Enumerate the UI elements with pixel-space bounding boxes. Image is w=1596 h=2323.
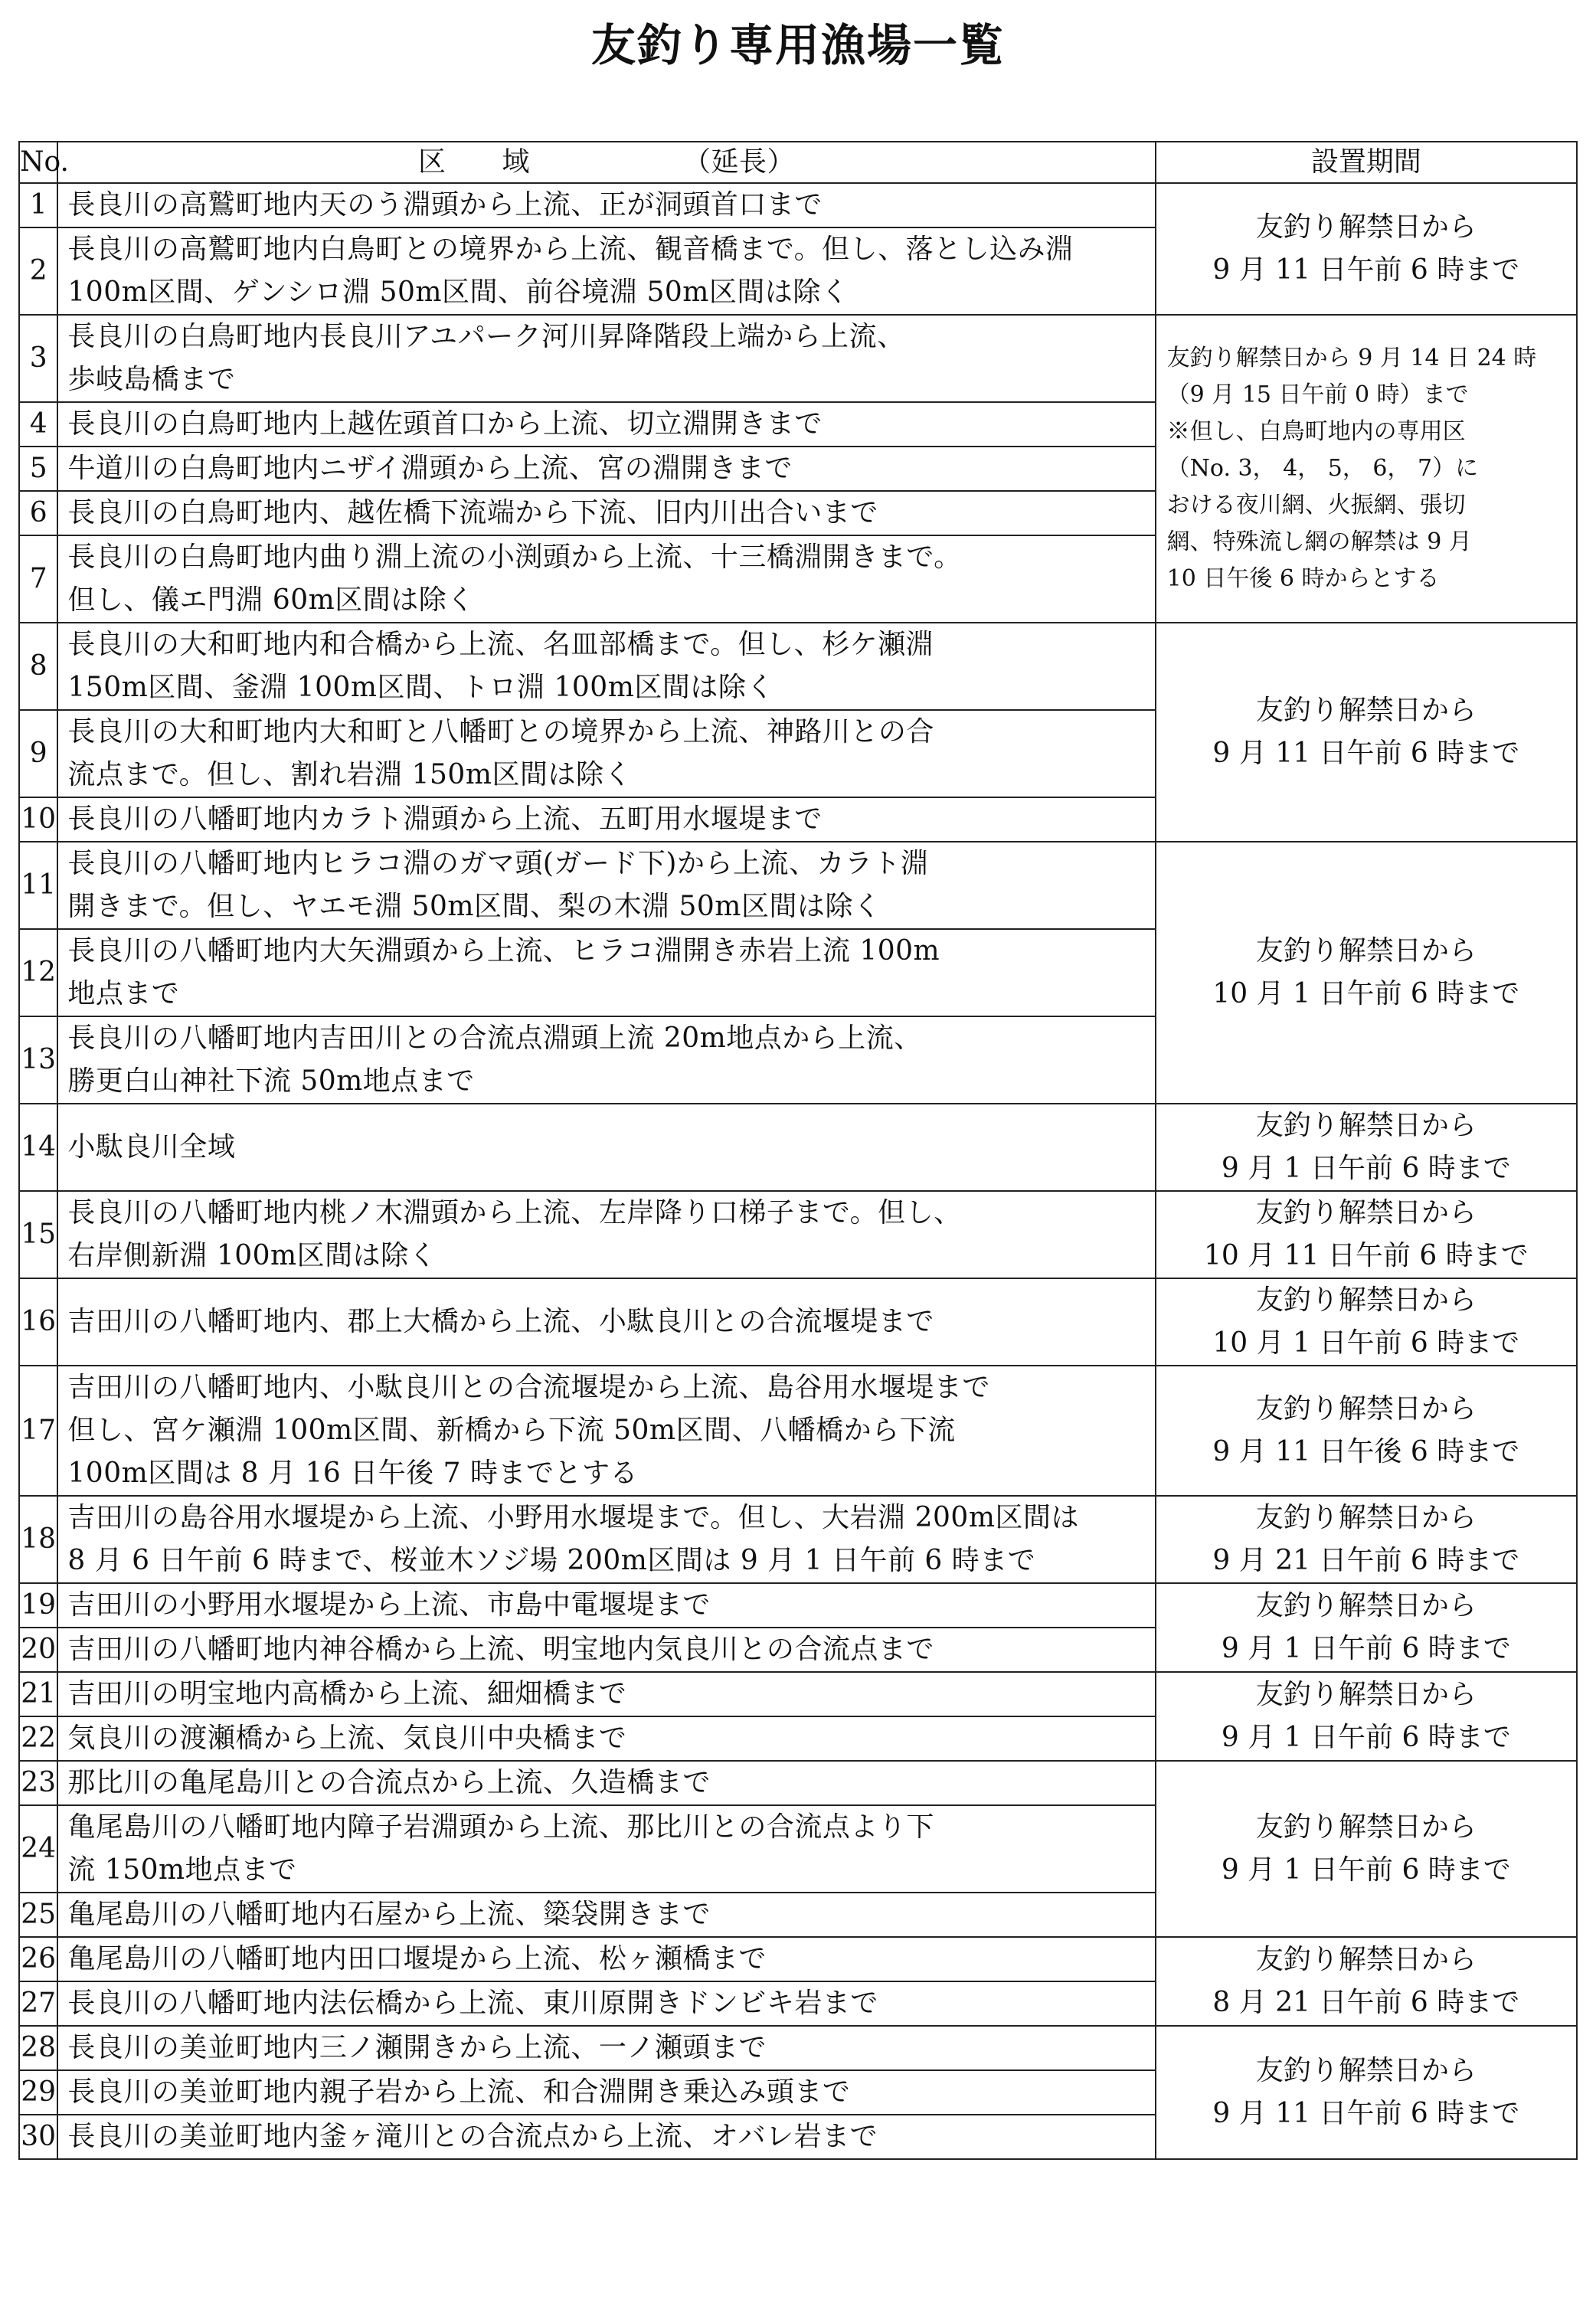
row-number: 6 [19,491,57,535]
area-text-line: 長良川の美並町地内釜ヶ滝川との合流点から上流、オバレ岩まで [67,2121,878,2152]
row-number: 12 [19,929,57,1016]
area-cell [57,315,1155,402]
row-number: 17 [19,1366,57,1496]
row-number: 24 [19,1805,57,1893]
area-text-line: 流 150m地点まで [67,1854,297,1886]
area-cell [57,1805,1155,1893]
area-text-line: 亀尾島川の八幡町地内田口堰堤から上流、松ヶ瀬橋まで [67,1943,767,1975]
period-text-line: ※但し、白鳥町地内の専用区 [1166,418,1466,445]
area-cell [57,227,1155,315]
row-number: 27 [19,1981,57,2026]
row-number: 26 [19,1937,57,1981]
area-text-line: 流点まで。但し、割れ岩淵 150m区間は除く [67,759,632,790]
header-length-label: （延長） [683,146,796,178]
period-text-line: 10 月 1 日午前 6 時まで [1212,1327,1520,1359]
area-cell [57,710,1155,797]
area-text-line: 長良川の美並町地内親子岩から上流、和合淵開き乗込み頭まで [67,2076,851,2108]
row-number: 21 [19,1672,57,1716]
area-text-line: 長良川の白鳥町地内曲り淵上流の小渕頭から上流、十三橋淵開きまで。 [67,541,962,573]
period-text-line: 友釣り解禁日から [1255,1944,1477,1975]
period-text-line: 9 月 21 日午前 6 時まで [1212,1545,1520,1576]
area-text-line: 歩岐島橋まで [67,364,236,395]
area-cell [57,2026,1155,2070]
area-cell [57,623,1155,710]
area-text-line: 長良川の八幡町地内法伝橋から上流、東川原開きドンビキ岩まで [67,1988,878,2019]
period-text-line: 友釣り解禁日から [1255,1679,1477,1710]
area-text-line: 100m区間、ゲンシロ淵 50m区間、前谷境淵 50m区間は除く [67,276,849,308]
area-cell [57,1278,1155,1366]
area-cell [57,1366,1155,1496]
area-text-line: 吉田川の島谷用水堰堤から上流、小野用水堰堤まで。但し、大岩淵 200m区間は [67,1502,1079,1533]
row-number: 11 [19,842,57,929]
area-text-line: 100m区間は 8 月 16 日午後 7 時までとする [67,1458,639,1489]
period-text-line: 9 月 11 日午前 6 時まで [1212,254,1520,286]
area-text-line: 長良川の美並町地内三ノ瀬開きから上流、一ノ瀬頭まで [67,2032,767,2063]
period-text-line: 友釣り解禁日から [1255,1590,1477,1621]
period-text-line: 10 日午後 6 時からとする [1166,565,1440,592]
area-cell [57,1937,1155,1981]
period-text-line: 友釣り解禁日から 9 月 14 日 24 時 [1166,345,1537,371]
area-text-line: 牛道川の白鳥町地内ニザイ淵頭から上流、宮の淵開きまで [67,453,793,484]
period-text-line: （No. 3， 4， 5， 6， 7）に [1166,455,1479,482]
area-text-line: 右岸側新淵 100m区間は除く [67,1240,437,1271]
table-row [19,1366,1577,1496]
period-cell [1156,2026,1577,2159]
row-number: 30 [19,2115,57,2159]
row-number: 3 [19,315,57,402]
row-number: 8 [19,623,57,710]
area-text-line: 長良川の白鳥町地内、越佐橋下流端から下流、旧内川出合いまで [67,497,878,528]
area-text-line: 亀尾島川の八幡町地内障子岩淵頭から上流、那比川との合流点より下 [67,1811,934,1843]
area-text-line: 長良川の大和町地内大和町と八幡町との境界から上流、神路川との合 [67,716,934,748]
period-text-line: 10 月 1 日午前 6 時まで [1212,978,1520,1009]
row-number: 18 [19,1496,57,1583]
period-text-line: （9 月 15 日午前 0 時）まで [1166,381,1469,408]
area-text-line: 亀尾島川の八幡町地内石屋から上流、簗袋開きまで [67,1899,711,1930]
area-cell [57,842,1155,929]
header-no: No. [19,142,57,183]
area-text-line: 長良川の白鳥町地内長良川アユパーク河川昇降階段上端から上流、 [67,321,905,352]
period-text-line: 友釣り解禁日から [1255,1393,1477,1425]
period-text-line: 友釣り解禁日から [1255,935,1477,967]
header-period: 設置期間 [1156,142,1577,183]
area-cell [57,1191,1155,1278]
area-text-line: 長良川の八幡町地内吉田川との合流点淵頭上流 20m地点から上流、 [67,1022,922,1054]
header-area [57,142,1155,183]
area-cell [57,929,1155,1016]
area-text-line: 長良川の八幡町地内桃ノ木淵頭から上流、左岸降り口梯子まで。但し、 [67,1197,962,1229]
row-number: 4 [19,402,57,447]
table-row [19,1496,1577,1583]
area-cell [57,1496,1155,1583]
period-text-line: 友釣り解禁日から [1255,1811,1477,1843]
table-row [19,842,1577,929]
area-text-line: 小駄良川全域 [67,1131,236,1163]
row-number: 25 [19,1893,57,1937]
area-text-line: 勝更白山神社下流 50m地点まで [67,1065,475,1097]
fishing-area-table [18,141,1578,2160]
area-cell [57,797,1155,842]
area-text-line: 吉田川の八幡町地内、郡上大橋から上流、小駄良川との合流堰堤まで [67,1306,934,1337]
period-cell [1156,623,1577,842]
area-text-line: 長良川の高鷲町地内白鳥町との境界から上流、観音橋まで。但し、落とし込み淵 [67,234,1074,265]
table-row [19,183,1577,227]
row-number: 1 [19,183,57,227]
period-text-line: 9 月 1 日午前 6 時まで [1221,1722,1511,1753]
page-title: 友釣り専用漁場一覧 [590,19,1005,71]
period-cell [1156,1761,1577,1937]
row-number: 2 [19,227,57,315]
area-text-line: 気良川の渡瀬橋から上流、気良川中央橋まで [67,1723,627,1754]
area-cell [57,183,1155,227]
area-text-line: 150m区間、釜淵 100m区間、トロ淵 100m区間は除く [67,672,774,703]
area-cell [57,1628,1155,1672]
area-text-line: 但し、儀エ門淵 60m区間は除く [67,584,475,616]
area-text-line: 長良川の高鷲町地内天のう淵頭から上流、正が洞頭首口まで [67,189,823,221]
row-number: 13 [19,1016,57,1104]
area-cell [57,535,1155,623]
period-text-line: 友釣り解禁日から [1255,2055,1477,2086]
table-row [19,315,1577,402]
period-cell [1156,1672,1577,1761]
area-text-line: 長良川の白鳥町地内上越佐頭首口から上流、切立淵開きまで [67,408,823,440]
area-text-line: 吉田川の八幡町地内神谷橋から上流、明宝地内気良川との合流点まで [67,1634,934,1665]
area-cell [57,1016,1155,1104]
area-cell [57,1104,1155,1191]
area-text-line: 那比川の亀尾島川との合流点から上流、久造橋まで [67,1767,711,1798]
table-row [19,1104,1577,1191]
row-number: 10 [19,797,57,842]
area-text-line: 開きまで。但し、ヤエモ淵 50m区間、梨の木淵 50m区間は除く [67,891,881,922]
header-area-label: 区 域 [418,146,531,178]
period-cell [1156,1496,1577,1583]
period-text-line: 9 月 11 日午前 6 時まで [1212,2098,1520,2129]
table-body [19,183,1577,2159]
area-text-line: 長良川の八幡町地内大矢淵頭から上流、ヒラコ淵開き赤岩上流 100m [67,935,940,967]
period-text-line: 友釣り解禁日から [1255,1197,1477,1229]
area-text-line: 吉田川の明宝地内高橋から上流、細畑橋まで [67,1678,627,1710]
period-text-line: 友釣り解禁日から [1255,695,1477,726]
area-cell [57,1583,1155,1628]
period-cell [1156,1104,1577,1191]
row-number: 7 [19,535,57,623]
period-text-line: 8 月 21 日午前 6 時まで [1212,1987,1520,2018]
period-text-line: 網、特殊流し網の解禁は 9 月 [1166,528,1472,555]
table-row [19,1278,1577,1366]
period-text-line: 10 月 11 日午前 6 時まで [1203,1240,1529,1271]
period-text-line: 9 月 11 日午後 6 時まで [1212,1436,1520,1467]
area-text-line: 吉田川の小野用水堰堤から上流、市島中電堰堤まで [67,1589,711,1621]
period-text-line: 9 月 1 日午前 6 時まで [1221,1854,1511,1886]
area-cell [57,1981,1155,2026]
table-row [19,1761,1577,1805]
row-number: 14 [19,1104,57,1191]
table-row [19,1191,1577,1278]
area-cell [57,1672,1155,1716]
row-number: 15 [19,1191,57,1278]
area-text-line: 長良川の八幡町地内カラト淵頭から上流、五町用水堰堤まで [67,803,823,835]
period-cell [1156,1278,1577,1366]
period-cell [1156,842,1577,1104]
area-text-line: 吉田川の八幡町地内、小駄良川との合流堰堤から上流、島谷用水堰堤まで [67,1372,990,1403]
period-cell [1156,1583,1577,1672]
row-number: 23 [19,1761,57,1805]
row-number: 19 [19,1583,57,1628]
table-row [19,623,1577,710]
area-text-line: 但し、宮ケ瀬淵 100m区間、新橋から下流 50m区間、八幡橋から下流 [67,1415,956,1446]
row-number: 28 [19,2026,57,2070]
period-text-line: 9 月 1 日午前 6 時まで [1221,1633,1511,1664]
table-row [19,1583,1577,1628]
area-text-line: 地点まで [67,978,180,1009]
period-text-line: 友釣り解禁日から [1255,1110,1477,1141]
period-text-line: 9 月 1 日午前 6 時まで [1221,1153,1511,1184]
row-number: 9 [19,710,57,797]
period-text-line: 9 月 11 日午前 6 時まで [1212,738,1520,769]
area-text-line: 長良川の大和町地内和合橋から上流、名皿部橋まで。但し、杉ケ瀬淵 [67,629,934,660]
area-cell [57,2115,1155,2159]
period-cell [1156,1937,1577,2026]
area-cell [57,1761,1155,1805]
row-number: 16 [19,1278,57,1366]
area-text-line: 長良川の八幡町地内ヒラコ淵のガマ頭(ガード下)から上流、カラト淵 [67,848,929,879]
table-row [19,2026,1577,2070]
period-text-line: おける夜川網、火振網、張切 [1166,492,1466,519]
area-cell [57,1893,1155,1937]
row-number: 20 [19,1628,57,1672]
period-text-line: 友釣り解禁日から [1255,211,1477,243]
table-row [19,1937,1577,1981]
area-text-line: 8 月 6 日午前 6 時まで、桜並木ソジ場 200m区間は 9 月 1 日午前 6 時まで [67,1545,1036,1576]
area-cell [57,1716,1155,1761]
period-cell [1156,315,1577,623]
area-cell [57,402,1155,447]
period-cell [1156,1191,1577,1278]
area-cell [57,491,1155,535]
table-header-row [19,142,1577,183]
period-text-line: 友釣り解禁日から [1255,1284,1477,1316]
row-number: 22 [19,1716,57,1761]
area-cell [57,2070,1155,2115]
period-cell [1156,1366,1577,1496]
row-number: 5 [19,447,57,491]
period-text-line: 友釣り解禁日から [1255,1502,1477,1533]
table-row [19,1672,1577,1716]
area-cell [57,447,1155,491]
period-cell [1156,183,1577,315]
row-number: 29 [19,2070,57,2115]
